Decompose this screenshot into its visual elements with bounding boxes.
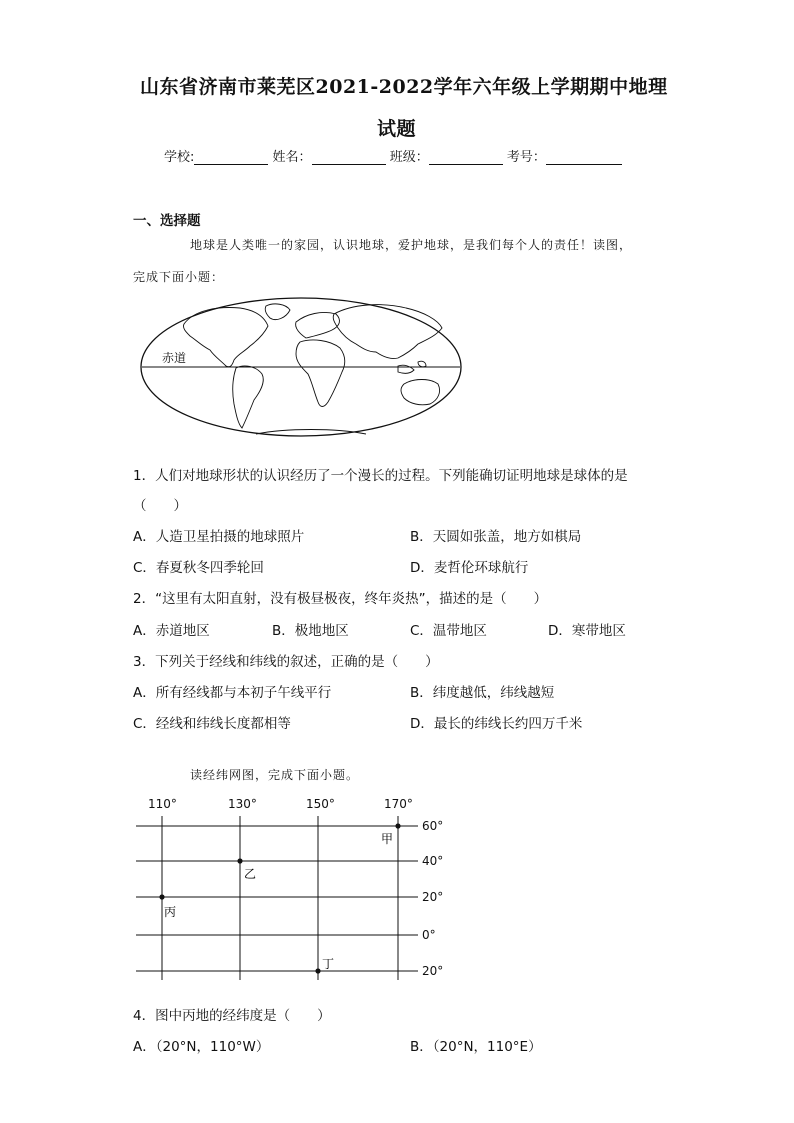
lat-lon-grid-figure: [130, 790, 460, 990]
q3-stem: 3．下列关于经线和纬线的叙述，正确的是（ ）: [133, 654, 439, 670]
q1-option-b: B．天圆如张盖，地方如棋局: [410, 529, 582, 545]
school-label: 学校:: [164, 150, 195, 165]
class-blank: [429, 150, 503, 165]
point-jia: [395, 823, 400, 828]
lat-label-40: 40°: [422, 854, 444, 868]
name-blank: [312, 150, 386, 165]
lon-label-110: 110°: [148, 797, 177, 811]
q1-stem: 1．人们对地球形状的认识经历了一个漫长的过程。下列能确切证明地球是球体的是: [133, 468, 628, 484]
lat-label-20s: 20°: [422, 964, 444, 978]
school-blank: [194, 150, 268, 165]
q3-option-a: A．所有经线都与本初子午线平行: [133, 685, 332, 701]
lon-label-170: 170°: [384, 797, 413, 811]
q2-stem: 2．“这里有太阳直射，没有极昼极夜，终年炎热”，描述的是（ ）: [133, 591, 548, 607]
page-title-line2: 试题: [377, 118, 417, 140]
info-line: [164, 146, 622, 165]
q3-option-d: D．最长的纬线长约四万千米: [410, 716, 583, 732]
intro-line2: 完成下面小题：: [133, 270, 225, 284]
exam-no-blank: [546, 150, 622, 165]
q3-option-b: B．纬度越低，纬线越短: [410, 685, 555, 701]
q4-option-a: A．（20°N，110°W）: [133, 1039, 270, 1055]
q1-option-a: A．人造卫星拍摄的地球照片: [133, 529, 305, 545]
point-bing-label: 丙: [164, 905, 177, 919]
q2-option-d: D．寒带地区: [548, 623, 626, 639]
point-jia-label: 甲: [381, 832, 394, 846]
q1-option-d: D．麦哲伦环球航行: [410, 560, 529, 576]
lon-label-130: 130°: [228, 797, 257, 811]
point-yi: [237, 858, 242, 863]
q4-stem: 4．图中丙地的经纬度是（ ）: [133, 1008, 331, 1024]
point-yi-label: 乙: [244, 867, 257, 881]
lat-label-60: 60°: [422, 819, 444, 833]
name-label: 姓名：: [272, 150, 312, 165]
lat-label-0: 0°: [422, 928, 436, 942]
q2-option-b: B．极地地区: [272, 623, 349, 639]
world-map-figure: [136, 296, 466, 442]
equator-label: 赤道: [162, 351, 187, 365]
intro2: 读经纬网图，完成下面小题。: [190, 768, 360, 782]
section-heading: 一、选择题: [133, 213, 201, 229]
lat-label-20: 20°: [422, 890, 444, 904]
q2-option-a: A．赤道地区: [133, 623, 210, 639]
point-ding-label: 丁: [322, 957, 335, 971]
intro-line1: 地球是人类唯一的家园，认识地球，爱护地球，是我们每个人的责任！读图，: [190, 238, 633, 252]
q4-option-b: B．（20°N，110°E）: [410, 1039, 542, 1055]
page-title: 山东省济南市莱芜区2021-2022学年六年级上学期期中地理: [140, 76, 668, 98]
grid-lines: [136, 816, 418, 980]
q1-option-c: C．春夏秋冬四季轮回: [133, 560, 264, 576]
grid-points: [159, 823, 400, 973]
exam-no-label: 考号：: [506, 150, 546, 165]
q1-stem-paren: （ ）: [133, 498, 187, 514]
q3-option-c: C．经线和纬线长度都相等: [133, 716, 291, 732]
lon-label-150: 150°: [306, 797, 335, 811]
q2-option-c: C．温带地区: [410, 623, 487, 639]
class-label: 班级：: [389, 150, 429, 165]
point-ding: [315, 968, 320, 973]
point-bing: [159, 894, 164, 899]
